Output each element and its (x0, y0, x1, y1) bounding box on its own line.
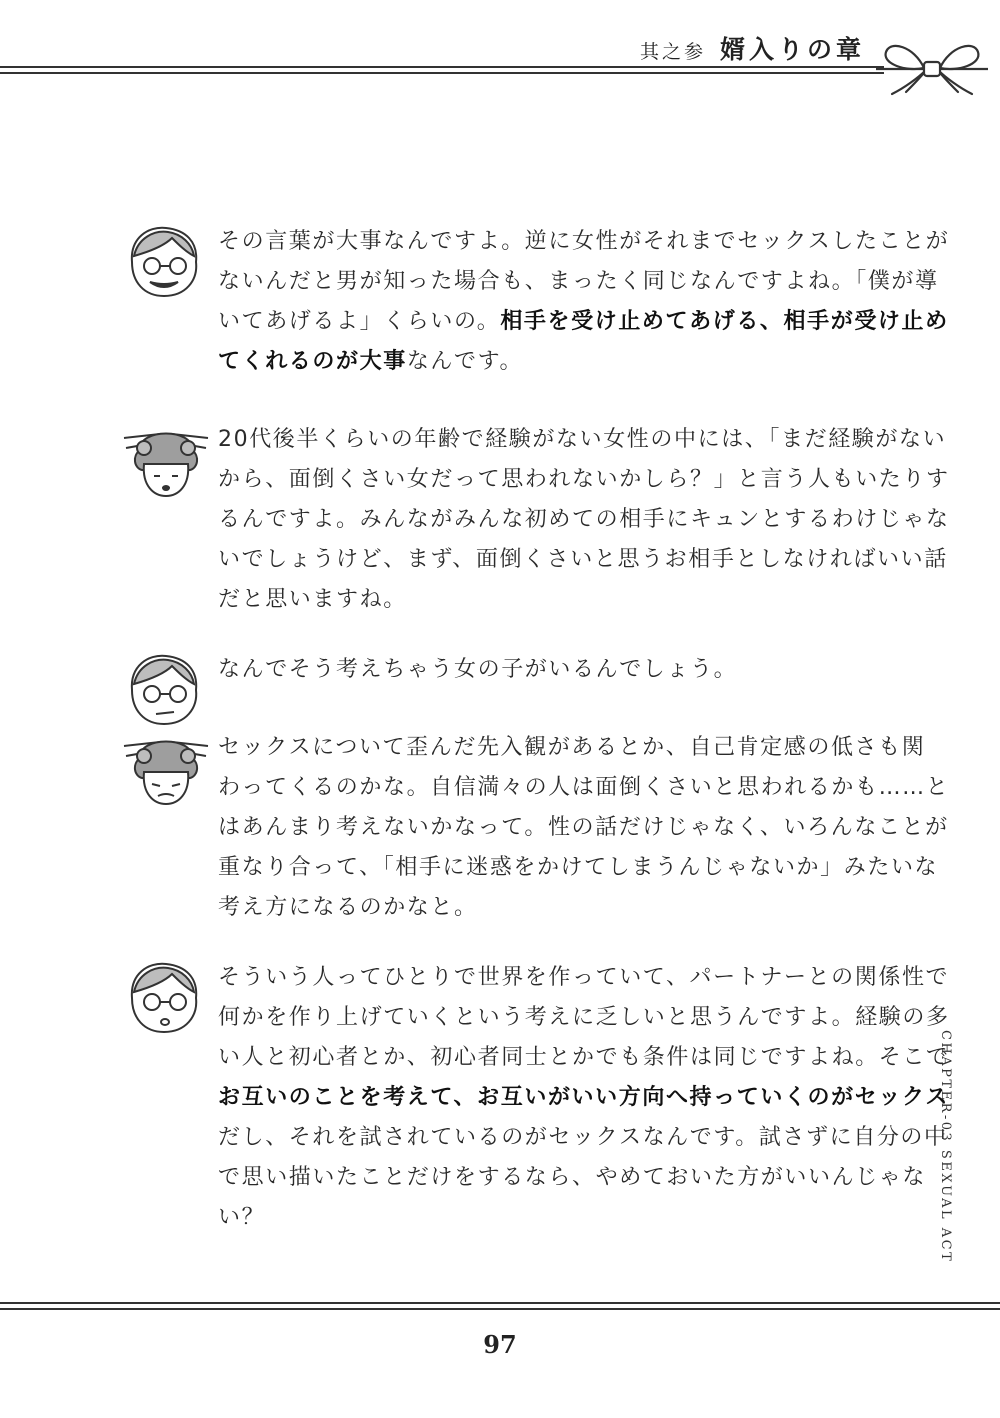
footer-rule-bottom (0, 1308, 1000, 1310)
text-segment: ないんだと男が知った場合も、まったく同じなんですよね。「僕が導 (218, 269, 939, 294)
text-segment: るんですよ。みんながみんな初めての相手にキュンとするわけじゃな (218, 507, 950, 532)
dialogue-line (218, 1118, 948, 1158)
chapter-side-label: CHAPTER-03 SEXUAL ACT (938, 1030, 953, 1264)
man-glasses-avatar-icon (120, 650, 212, 728)
man-glasses-avatar-icon (120, 222, 212, 300)
text-segment: セックスについて歪んだ先入観があるとか、自己肯定感の低さも関 (218, 735, 926, 760)
dialogue-line (218, 342, 908, 382)
dialogue-line (218, 262, 939, 302)
text-segment: わってくるのかな。自信満々の人は面倒くさいと思われるかも……と (218, 775, 950, 800)
ribbon-knot-icon (876, 34, 988, 96)
text-segment: なんでそう考えちゃう女の子がいるんでしょう。 (218, 657, 738, 682)
dialogue-line (218, 460, 950, 500)
dialogue-line (218, 580, 908, 620)
chapter-number: 其之参 (640, 41, 707, 63)
woman-geisha-avatar-icon (120, 420, 212, 498)
footer-rule-top (0, 1302, 1000, 1304)
text-segment: なんです。 (406, 349, 524, 374)
text-segment: 何かを作り上げていくという考えに乏しいと思うんですよ。経験の多 (218, 1005, 950, 1030)
dialogue-line (218, 728, 926, 768)
text-segment: 重なり合って、「相手に迷惑をかけてしまうんじゃないか」みたいな (218, 855, 939, 880)
text-segment: はあんまり考えないかなって。性の話だけじゃなく、いろんなことが (218, 815, 949, 840)
chapter-title: 婿入りの章 (720, 35, 866, 64)
man-glasses-avatar-icon (120, 958, 212, 1036)
dialogue-line (218, 222, 950, 262)
emphasized-text: お互いのことを考えて、お互いがいい方向へ持っていくのがセックス (218, 1085, 949, 1110)
dialogue-line (218, 958, 950, 998)
dialogue-line (218, 420, 947, 460)
header-rule-bottom (0, 72, 884, 74)
text-segment: 考え方になるのかなと。 (218, 895, 478, 920)
text-segment: いてあげるよ」くらいの。 (218, 309, 501, 334)
dialogue-line (218, 1078, 949, 1118)
text-segment: だと思いますね。 (218, 587, 407, 612)
text-segment: だし、それを試されているのがセックスなんです。試さずに自分の中 (218, 1125, 948, 1150)
dialogue-line (218, 540, 948, 580)
text-segment: その言葉が大事なんですよ。逆に女性がそれまでセックスしたことが (218, 229, 950, 254)
dialogue-line (218, 888, 908, 928)
text-segment: で思い描いたことだけをするなら、やめておいた方がいいんじゃな (218, 1165, 927, 1190)
dialogue-line (218, 1038, 950, 1078)
dialogue-line (218, 302, 949, 342)
dialogue-line (218, 768, 950, 808)
dialogue-line (218, 500, 950, 540)
dialogue-line (218, 848, 939, 888)
woman-geisha-avatar-icon (120, 728, 212, 806)
emphasized-text: 相手を受け止めてあげる、相手が受け止め (500, 309, 949, 334)
page-number: 97 (483, 1330, 517, 1359)
text-segment: い人と初心者とか、初心者同士とかでも条件は同じですよね。そこで (218, 1045, 950, 1070)
text-segment: 20代後半くらいの年齢で経験がない女性の中には、「まだ経験がない (218, 427, 947, 452)
header-rule-top (0, 66, 884, 68)
dialogue-line (218, 1198, 908, 1238)
dialogue-line (218, 1158, 927, 1198)
page-header (0, 0, 1000, 100)
emphasized-text: てくれるのが大事 (218, 349, 407, 374)
text-segment: い？ (218, 1205, 266, 1230)
dialogue-line (218, 998, 950, 1038)
text-segment: そういう人ってひとりで世界を作っていて、パートナーとの関係性で (218, 965, 950, 990)
dialogue-line (218, 808, 949, 848)
dialogue-line (218, 650, 908, 690)
text-segment: から、面倒くさい女だって思われないかしら？」と言う人もいたりす (218, 467, 950, 492)
chapter-heading (640, 30, 865, 66)
text-segment: いでしょうけど、まず、面倒くさいと思うお相手としなければいい話 (218, 547, 948, 572)
